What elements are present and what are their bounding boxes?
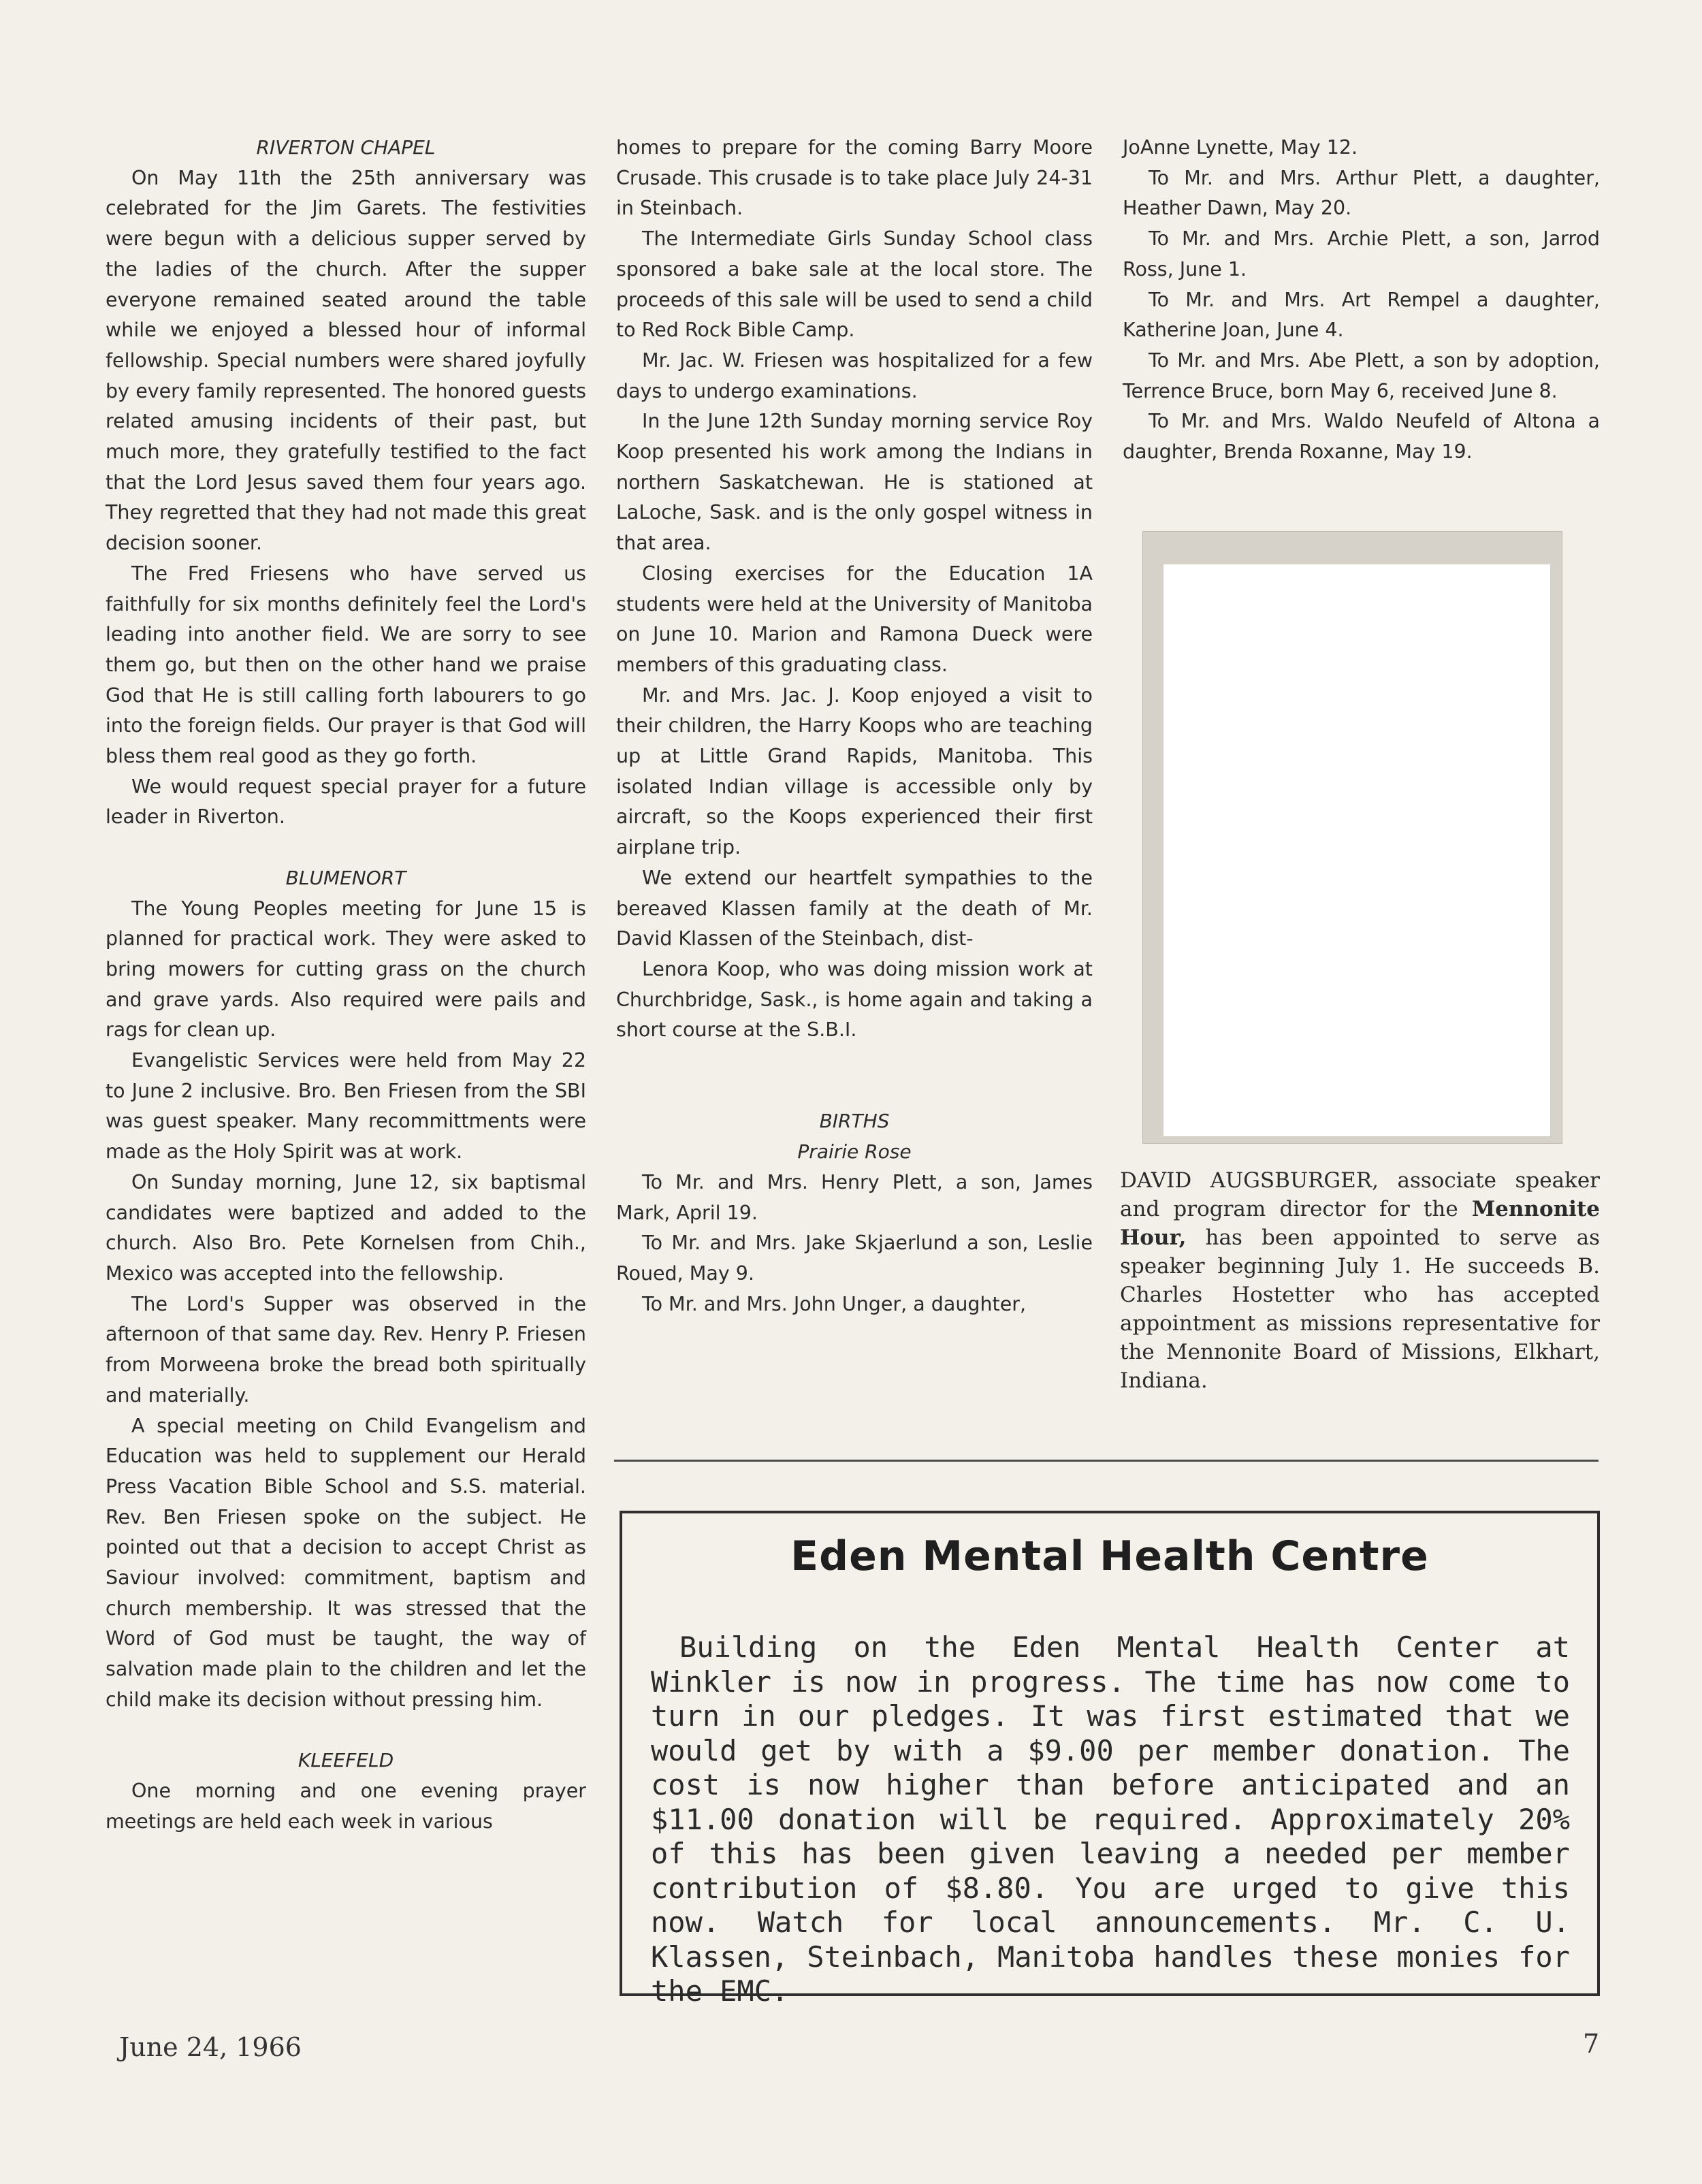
birth-notice: To Mr. and Mrs. Archie Plett, a son, Jarrod Ross, June 1. xyxy=(1123,227,1600,280)
photo-caption xyxy=(1120,1166,1600,1395)
birth-notice: JoAnne Lynette, May 12. xyxy=(1123,136,1358,159)
paragraph: Evangelistic Services were held from May 22 to June 2 inclusive. Bro. Ben Friesen from the SBI was guest speaker. Many recommittments were made as the Holy Spirit was at work. xyxy=(106,1049,586,1163)
subheading-prairie-rose: Prairie Rose xyxy=(797,1140,912,1163)
photo-frame xyxy=(1142,531,1562,1144)
birth-notice: To Mr. and Mrs. Abe Plett, a son by adoption, Terrence Bruce, born May 6, received June 8. xyxy=(1123,349,1600,402)
section-heading-births: BIRTHS xyxy=(819,1110,890,1133)
birth-notice: To Mr. and Mrs. Arthur Plett, a daughter, Heather Dawn, May 20. xyxy=(1123,166,1600,220)
page-number: 7 xyxy=(1583,2029,1600,2059)
paragraph: In the June 12th Sunday morning service Roy Koop presented his work among the Indians in northern Saskatchewan. He is stationed at LaLoche, Sask. and is the only gospel witness in that area. xyxy=(616,410,1093,555)
announcement-title: Eden Mental Health Centre xyxy=(790,1532,1429,1580)
paragraph: We would request special prayer for a future leader in Riverton. xyxy=(106,775,586,829)
birth-notice: To Mr. and Mrs. Henry Plett, a son, James Mark, April 19. xyxy=(616,1170,1093,1224)
birth-notice: To Mr. and Mrs. John Unger, a daughter, xyxy=(642,1292,1027,1315)
issue-date: June 24, 1966 xyxy=(119,2032,302,2062)
paragraph: On Sunday morning, June 12, six baptismal candidates were baptized and added to the church. Also Bro. Pete Kornelsen from Chih., Mexico was accepted into the fellowship. xyxy=(106,1170,586,1285)
paragraph: The Fred Friesens who have served us faithfully for six months definitely feel the Lord's leading into another field. We are sorry to see them go, but then on the other hand we praise God that He is still calling forth labourers to go into the foreign fields. Our prayer is that God will bless them real good as they go forth. xyxy=(106,562,586,768)
paragraph: Closing exercises for the Education 1A students were held at the University of Manitoba on June 10. Marion and Ramona Dueck were members of this graduating class. xyxy=(616,562,1093,676)
announcement-box xyxy=(620,1511,1600,2008)
paragraph: One morning and one evening prayer meetings are held each week in various xyxy=(106,1779,586,1833)
paragraph: The Young Peoples meeting for June 15 is planned for practical work. They were asked to bring mowers for cutting grass on the church and grave yards. Also required were pails and rags for clean up. xyxy=(106,897,586,1042)
portrait-photo xyxy=(1163,564,1550,1136)
paragraph: A special meeting on Child Evangelism and Education was held to supplement our Herald Press Vacation Bible School and S.S. material. Rev. Ben Friesen spoke on the subject. He pointed out that a decision to accept Christ as Saviour involved: commitment, baptism and church membership. It was stressed that the Word of God must be taught, the way of salvation made plain to the children and let the child make its decision without pressing him. xyxy=(106,1414,586,1711)
section-heading-riverton: RIVERTON CHAPEL xyxy=(256,136,436,159)
paragraph: The Intermediate Girls Sunday School class sponsored a bake sale at the local store. The proceeds of this sale will be used to send a child to Red Rock Bible Camp. xyxy=(616,227,1093,342)
birth-notice: To Mr. and Mrs. Waldo Neufeld of Altona a daughter, Brenda Roxanne, May 19. xyxy=(1123,410,1600,464)
announcement-body: Building on the Eden Mental Health Center at Winkler is now in progress. The time has now come to turn in our pledges. It was first estimated that we would get by with a $9.00 per member donation. The cost is now higher than before anticipated and an $11.00 donation will be required. Approximately 20% of this has been given leaving a needed per member contribution of $8.80. You are urged to give this now. Watch for local announcements. Mr. C. U. Klassen, Steinbach, Manitoba handles these monies for the EMC. xyxy=(651,1631,1570,2008)
section-heading-kleefeld: KLEEFELD xyxy=(298,1749,394,1772)
column-middle xyxy=(616,133,1093,1319)
birth-notice: To Mr. and Mrs. Jake Skjaerlund a son, Leslie Roued, May 9. xyxy=(616,1232,1093,1285)
caption-text: DAVID AUGSBURGER, associate speaker and program director for the xyxy=(1120,1168,1600,1221)
paragraph: We extend our heartfelt sympathies to the bereaved Klassen family at the death of Mr. David Klassen of the Steinbach, dist- xyxy=(616,866,1093,950)
paragraph: homes to prepare for the coming Barry Moore Crusade. This crusade is to take place July 24-31 in Steinbach. xyxy=(616,136,1093,220)
column-right xyxy=(1123,133,1600,468)
paragraph: Mr. Jac. W. Friesen was hospitalized for a few days to undergo examinations. xyxy=(616,349,1093,402)
section-heading-blumenort: BLUMENORT xyxy=(285,866,406,889)
paragraph: On May 11th the 25th anniversary was celebrated for the Jim Garets. The festivities were begun with a delicious supper served by the ladies of the church. After the supper everyone remained seated around the table while we enjoyed a blessed hour of informal fellowship. Special numbers were shared joyfully by every family represented. The honored guests related amusing incidents of their past, but much more, they gratefully testified to the fact that the Lord Jesus saved them four years ago. They regretted that they had not made this great decision sooner. xyxy=(106,166,586,555)
paragraph: Mr. and Mrs. Jac. J. Koop enjoyed a visit to their children, the Harry Koops who are teaching up at Little Grand Rapids, Manitoba. This isolated Indian village is accessible only by aircraft, so the Koops experienced their first airplane trip. xyxy=(616,684,1093,859)
horizontal-rule xyxy=(614,1460,1599,1462)
column-left xyxy=(106,133,586,1837)
birth-notice: To Mr. and Mrs. Art Rempel a daughter, Katherine Joan, June 4. xyxy=(1123,288,1600,342)
paragraph: Lenora Koop, who was doing mission work at Churchbridge, Sask., is home again and taking a short course at the S.B.I. xyxy=(616,957,1093,1042)
caption-text: has been appointed to serve as speaker beginning July 1. He succeeds B. Charles Hostetter who has accepted appointment as missions representative for the Mennonite Board of Missions, Elkhart, Indiana. xyxy=(1120,1225,1600,1393)
caption-bold-text: Mennonite Hour, xyxy=(1120,1197,1600,1250)
paragraph: The Lord's Supper was observed in the afternoon of that same day. Rev. Henry P. Friesen from Morweena broke the bread both spiritually and materially. xyxy=(106,1292,586,1407)
